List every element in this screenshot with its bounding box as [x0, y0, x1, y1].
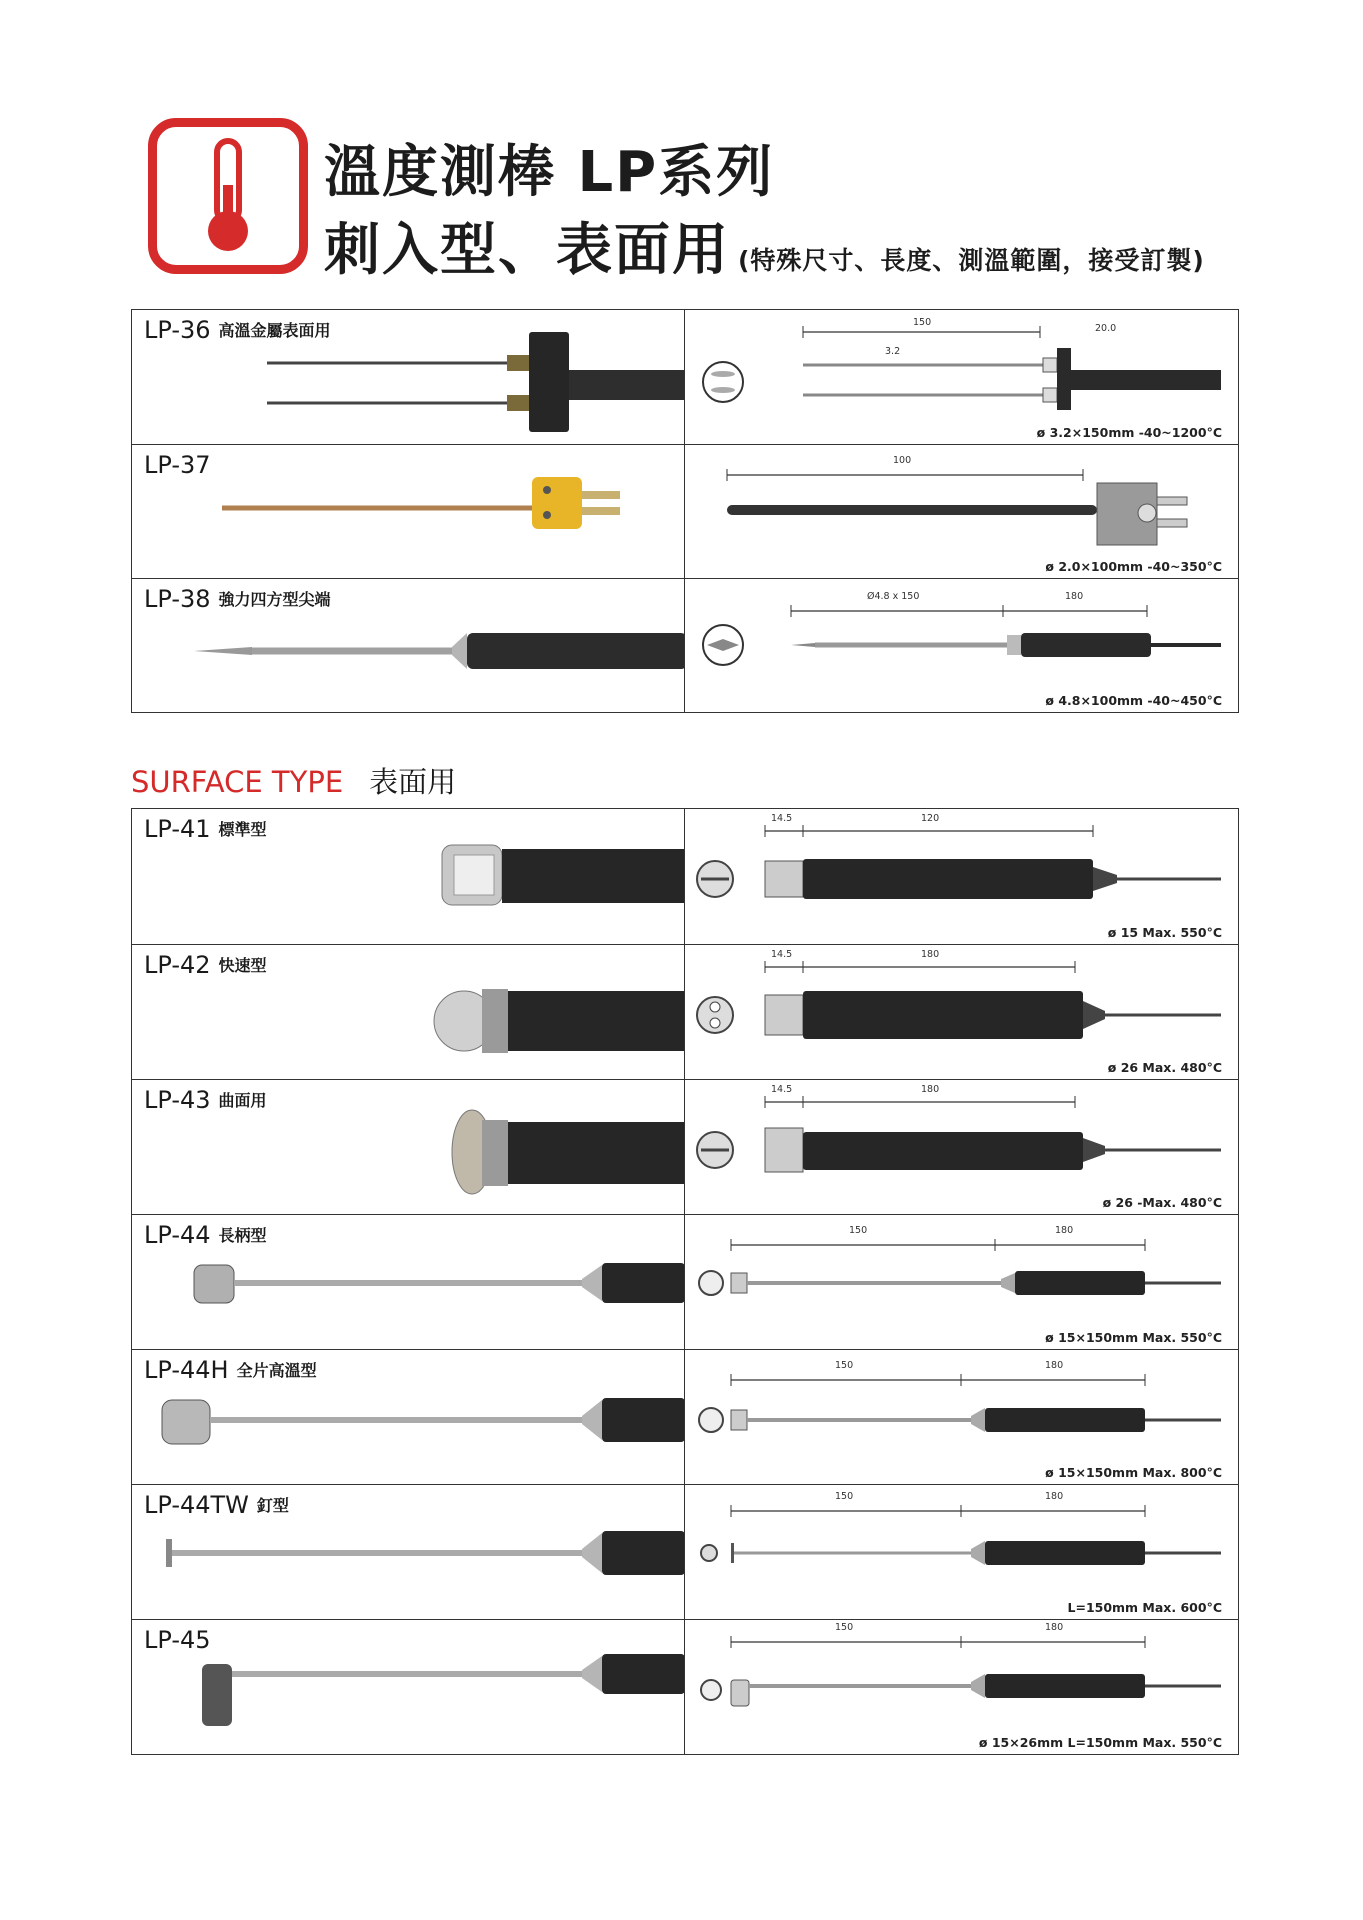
- dimension-label: 3.2: [885, 346, 901, 357]
- dimension-label: 14.5: [771, 949, 793, 960]
- probe-diagram-cell: [685, 579, 1238, 712]
- dimension-label: 150: [849, 1225, 868, 1236]
- dimension-label: 180: [1065, 591, 1084, 602]
- probe-row-lp38: [132, 578, 1238, 712]
- probe-model: LP-41 標準型: [144, 815, 267, 843]
- probe-diagram: [685, 1620, 1238, 1754]
- probe-diagram: [685, 945, 1238, 1079]
- probe-photo: [132, 809, 685, 943]
- probe-spec: ø 26 Max. 480°C: [1107, 1060, 1222, 1075]
- dimension-label: 14.5: [771, 813, 793, 824]
- dimension-label: 180: [1045, 1360, 1064, 1371]
- probe-diagram: [685, 310, 1238, 444]
- probe-diagram-cell: [685, 809, 1238, 944]
- probe-diagram-cell: [685, 1485, 1238, 1619]
- probe-photo-cell: [132, 1485, 685, 1619]
- probe-diagram: [685, 1215, 1238, 1349]
- probe-model: LP-38 強力四方型尖端: [144, 585, 331, 613]
- probe-diagram: [685, 1350, 1238, 1484]
- probe-photo-cell: [132, 579, 685, 712]
- probe-photo-cell: [132, 1620, 685, 1754]
- probe-diagram: [685, 1080, 1238, 1214]
- probe-diagram-cell: [685, 1350, 1238, 1484]
- probe-model: LP-36 高溫金屬表面用: [144, 316, 331, 344]
- probe-model: LP-37: [144, 451, 211, 479]
- dimension-label: 180: [1055, 1225, 1074, 1236]
- probe-photo-cell: [132, 809, 685, 944]
- probe-row-lp42: [132, 944, 1238, 1079]
- probe-photo: [132, 945, 685, 1079]
- probe-desc: 快速型: [218, 956, 267, 975]
- probe-row-lp44: [132, 1214, 1238, 1349]
- probe-photo: [132, 310, 685, 444]
- dimension-label: 150: [913, 317, 932, 328]
- probe-row-lp36: [132, 310, 1238, 444]
- probe-spec: ø 15×150mm Max. 800°C: [1045, 1465, 1222, 1480]
- section-heading: [131, 760, 456, 801]
- probe-model: LP-44TW 釘型: [144, 1491, 289, 1519]
- dimension-label: 180: [1045, 1491, 1064, 1502]
- probe-photo: [132, 1485, 685, 1619]
- probe-diagram-cell: [685, 1620, 1238, 1754]
- dimension-label: 150: [835, 1491, 854, 1502]
- probe-photo-cell: [132, 445, 685, 578]
- probe-diagram-cell: [685, 945, 1238, 1079]
- probe-model: LP-42 快速型: [144, 951, 267, 979]
- probe-model: LP-44H 全片高溫型: [144, 1356, 317, 1384]
- probe-spec: L=150mm Max. 600°C: [1067, 1600, 1222, 1615]
- probe-photo: [132, 1350, 685, 1484]
- probe-model: LP-44 長柄型: [144, 1221, 267, 1249]
- probe-diagram-cell: [685, 1080, 1238, 1214]
- probe-spec: ø 2.0×100mm -40~350°C: [1045, 559, 1222, 574]
- probe-desc: 標準型: [218, 820, 267, 839]
- dimension-label: 150: [835, 1622, 854, 1633]
- title-note: (特殊尺寸、長度、測溫範圍，接受訂製): [738, 246, 1205, 275]
- probe-photo-cell: [132, 1080, 685, 1214]
- thermometer-icon: [157, 127, 299, 265]
- page-subtitle: [324, 206, 1205, 286]
- probe-desc: 長柄型: [218, 1226, 267, 1245]
- probe-spec: ø 15×26mm L=150mm Max. 550°C: [978, 1735, 1222, 1750]
- probe-desc: 釘型: [256, 1496, 289, 1515]
- dimension-label: 180: [1045, 1622, 1064, 1633]
- probe-desc: 曲面用: [218, 1091, 267, 1110]
- probe-table-penetration: [131, 309, 1239, 713]
- dimension-label: 20.0: [1095, 323, 1117, 334]
- probe-photo: [132, 1215, 685, 1349]
- probe-photo-cell: [132, 945, 685, 1079]
- probe-photo: [132, 579, 685, 712]
- probe-row-lp43: [132, 1079, 1238, 1214]
- probe-spec: ø 4.8×100mm -40~450°C: [1045, 693, 1222, 708]
- probe-table-surface: [131, 808, 1239, 1755]
- dimension-label: 180: [921, 949, 940, 960]
- thermometer-logo: [148, 118, 308, 274]
- page-title: 溫度測棒 LP系列: [324, 140, 775, 205]
- probe-desc: 強力四方型尖端: [218, 590, 331, 609]
- dimension-label: 180: [921, 1084, 940, 1095]
- probe-row-lp44h: [132, 1349, 1238, 1484]
- probe-row-lp41: [132, 809, 1238, 944]
- probe-diagram: [685, 1485, 1238, 1619]
- dimension-label: 14.5: [771, 1084, 793, 1095]
- probe-row-lp44tw: [132, 1484, 1238, 1619]
- probe-photo-cell: [132, 310, 685, 444]
- probe-spec: ø 3.2×150mm -40~1200°C: [1036, 425, 1222, 440]
- probe-spec: ø 15×150mm Max. 550°C: [1045, 1330, 1222, 1345]
- probe-row-lp45: [132, 1619, 1238, 1754]
- dimension-label: 150: [835, 1360, 854, 1371]
- probe-model: LP-45: [144, 1626, 211, 1654]
- probe-diagram: [685, 809, 1238, 943]
- subtitle-text: 刺入型、表面用: [324, 218, 730, 283]
- probe-desc: 高溫金屬表面用: [218, 321, 331, 340]
- section-heading-en: SURFACE TYPE: [131, 765, 344, 799]
- probe-photo: [132, 1080, 685, 1214]
- dimension-label: 120: [921, 813, 940, 824]
- probe-photo-cell: [132, 1215, 685, 1349]
- probe-desc: 全片高溫型: [236, 1361, 317, 1380]
- probe-spec: ø 26 -Max. 480°C: [1102, 1195, 1222, 1210]
- probe-diagram-cell: [685, 445, 1238, 578]
- probe-diagram-cell: [685, 1215, 1238, 1349]
- probe-photo: [132, 445, 685, 578]
- probe-spec: ø 15 Max. 550°C: [1107, 925, 1222, 940]
- probe-photo: [132, 1620, 685, 1754]
- dimension-label: 100: [893, 455, 912, 466]
- dimension-label: Ø4.8 x 150: [867, 591, 920, 602]
- probe-photo-cell: [132, 1350, 685, 1484]
- probe-model: LP-43 曲面用: [144, 1086, 267, 1114]
- probe-diagram-cell: [685, 310, 1238, 444]
- probe-row-lp37: [132, 444, 1238, 578]
- section-heading-zh: 表面用: [369, 765, 457, 799]
